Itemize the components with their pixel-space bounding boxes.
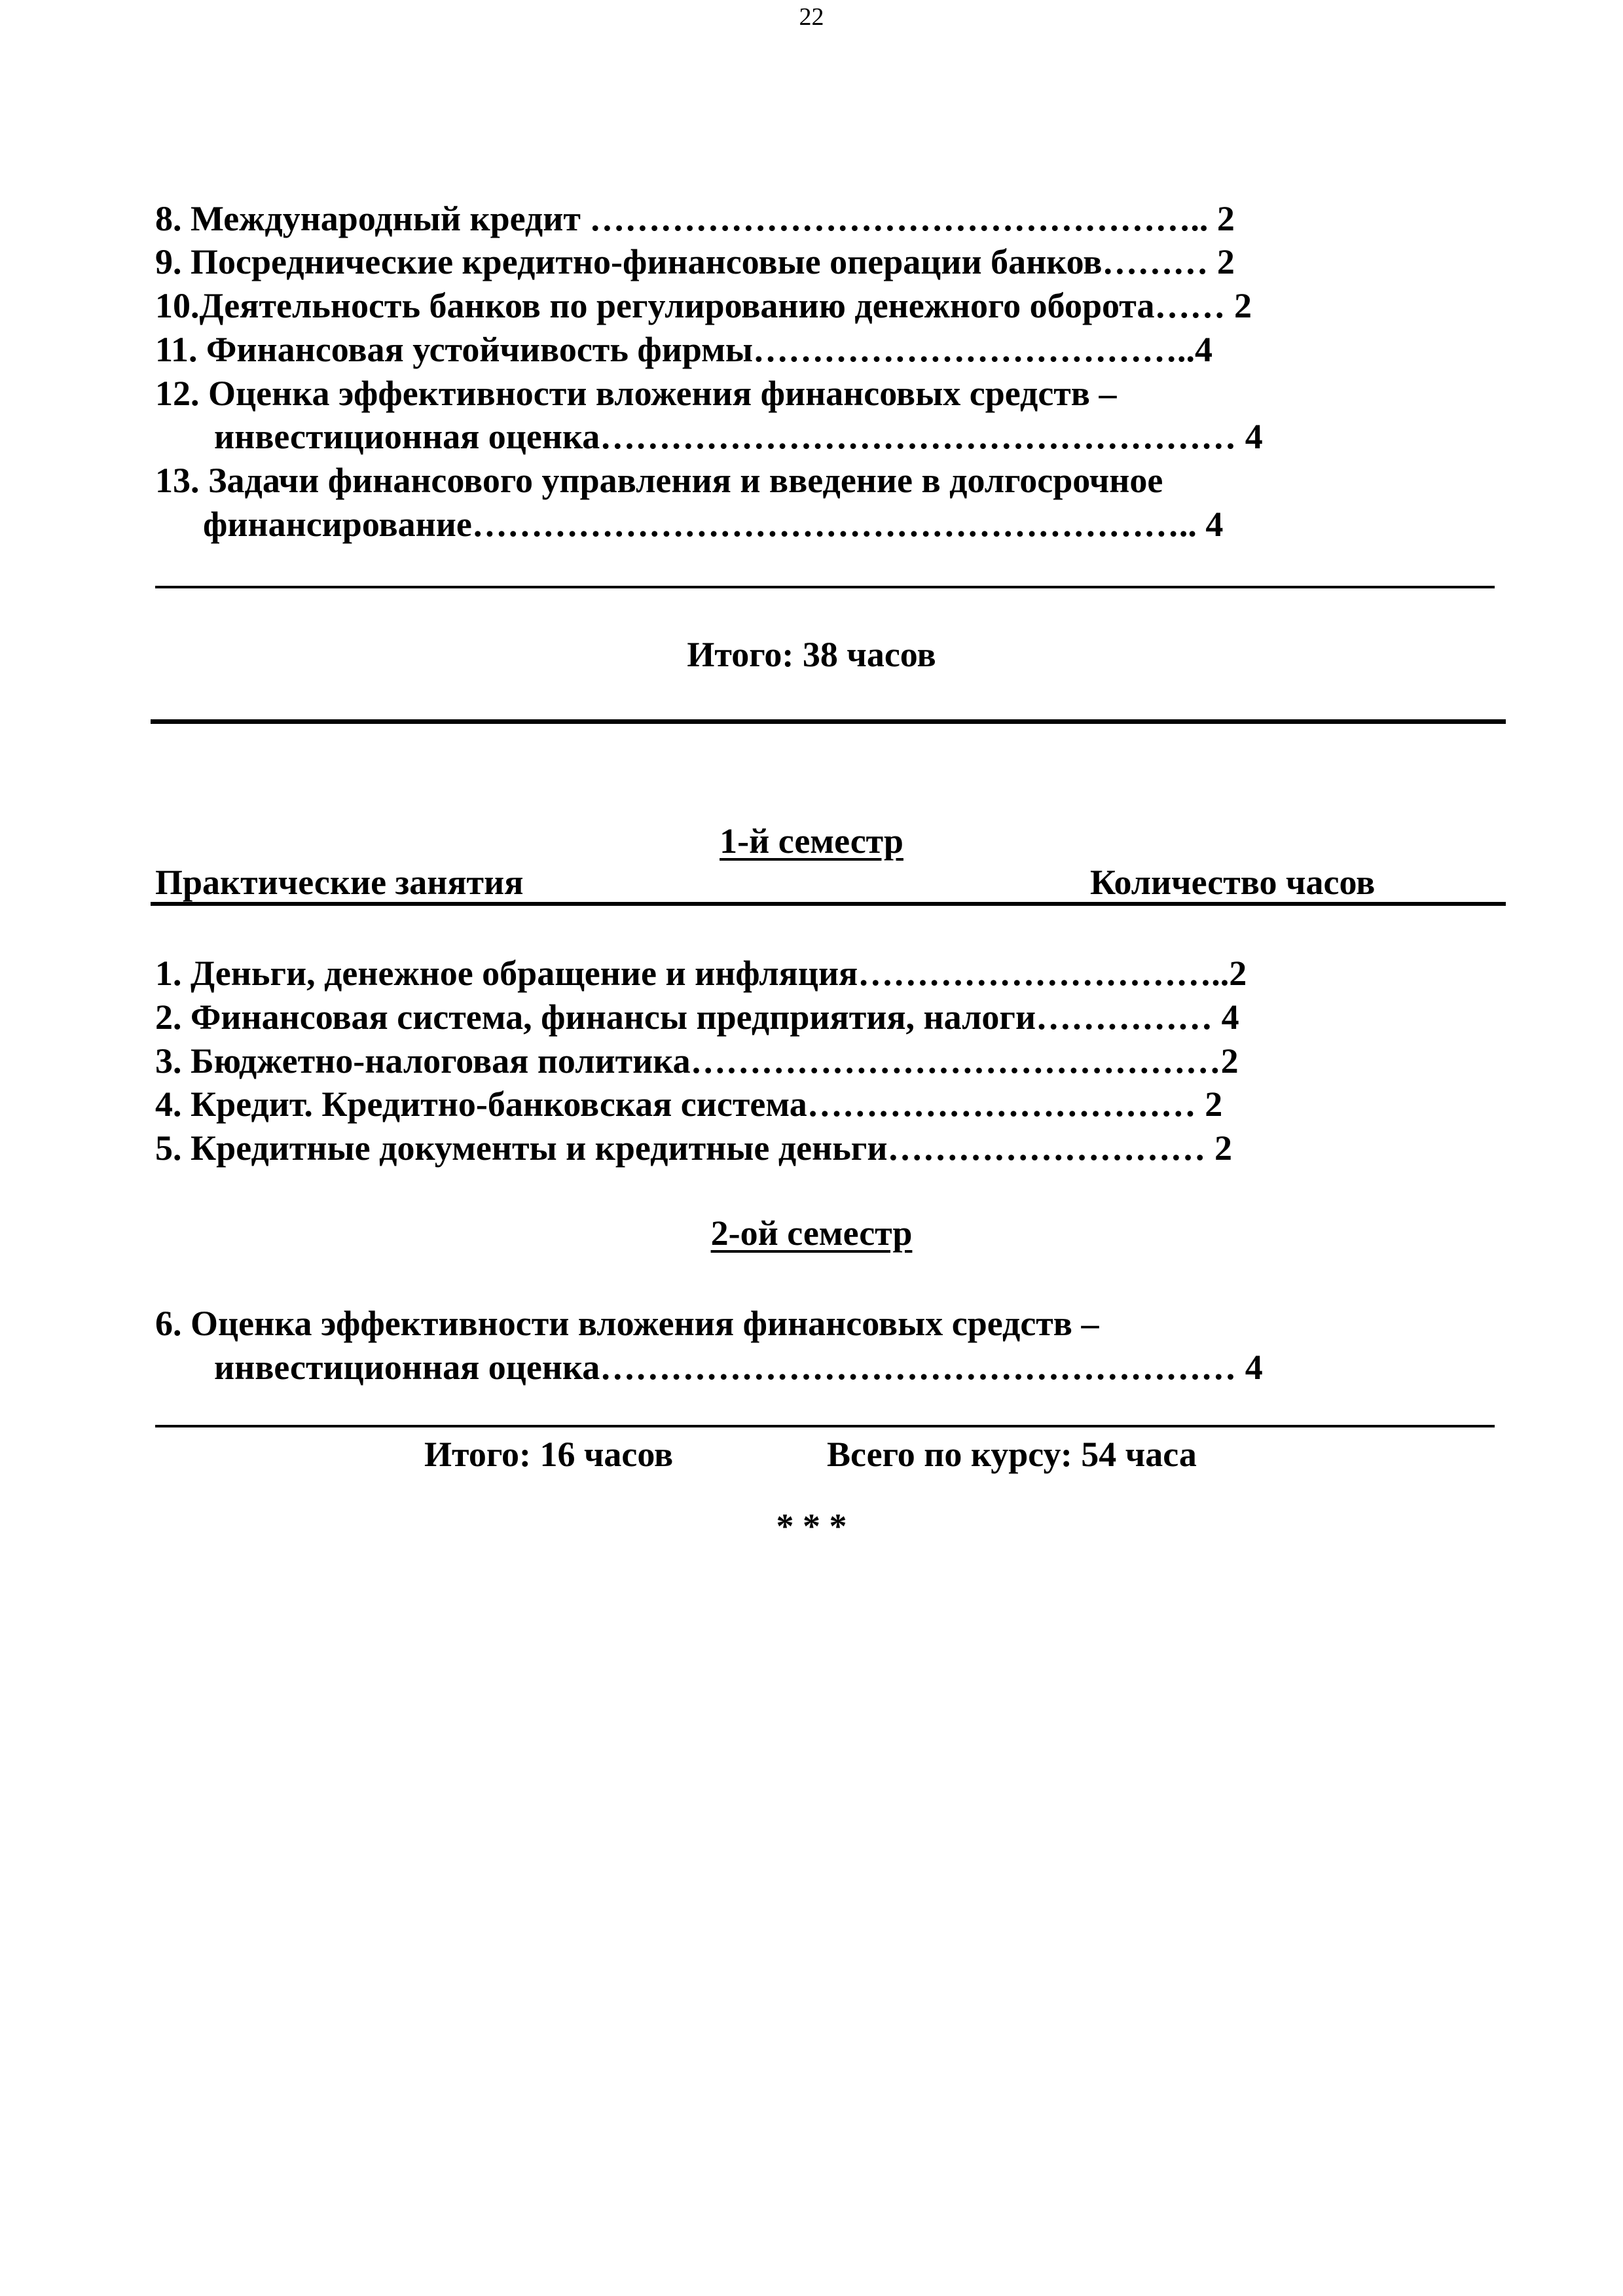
practical-topic-4: 4. Кредит. Кредитно-банковская система…………………………… 2 [155, 1085, 1223, 1124]
practical-topic-6: 6. Оценка эффективности вложения финансовых средств – [155, 1304, 1099, 1343]
lecture-topic-8: 8. Международный кредит …………………………………………….. 2 [155, 199, 1235, 238]
page-number: 22 [799, 3, 824, 31]
column-header-practical: Практические занятия [155, 863, 524, 902]
practical-topic-3: 3. Бюджетно-налоговая политика………………………………………2 [155, 1041, 1239, 1081]
divider-line [155, 1425, 1495, 1427]
lecture-topic-12-cont: инвестиционная оценка……………………………………………… 4 [214, 417, 1263, 456]
lecture-topic-10: 10.Деятельность банков по регулированию денежного оборота…… 2 [155, 286, 1252, 325]
lecture-total: Итого: 38 часов [687, 635, 936, 674]
column-header-hours: Количество часов [1090, 863, 1376, 902]
practical-topic-2: 2. Финансовая система, финансы предприятия, налоги…………… 4 [155, 997, 1239, 1037]
lecture-topic-13: 13. Задачи финансового управления и введение в долгосрочное [155, 461, 1163, 500]
practical-topic-6-cont: инвестиционная оценка……………………………………………… 4 [214, 1348, 1263, 1387]
lecture-topic-12: 12. Оценка эффективности вложения финансовых средств – [155, 374, 1117, 413]
practical-topic-5: 5. Кредитные документы и кредитные деньги……………………… 2 [155, 1128, 1232, 1168]
lecture-topic-9: 9. Посреднические кредитно-финансовые операции банков……… 2 [155, 242, 1235, 281]
header-underline [151, 902, 1506, 906]
end-mark: * * * [776, 1507, 847, 1546]
lecture-topic-11: 11. Финансовая устойчивость фирмы………………………………..4 [155, 330, 1213, 369]
semester-2-heading: 2-ой семестр [710, 1213, 913, 1253]
practical-total: Итого: 16 часов [424, 1435, 674, 1474]
practical-topic-1: 1. Деньги, денежное обращение и инфляция…………………………..2 [155, 954, 1247, 993]
lecture-topic-13-cont: финансирование…………………………………………………….. 4 [203, 505, 1224, 544]
divider-thick-line [151, 719, 1506, 724]
divider-line [155, 586, 1495, 588]
semester-1-heading: 1-й семестр [720, 821, 903, 861]
course-total: Всего по курсу: 54 часа [827, 1435, 1197, 1474]
